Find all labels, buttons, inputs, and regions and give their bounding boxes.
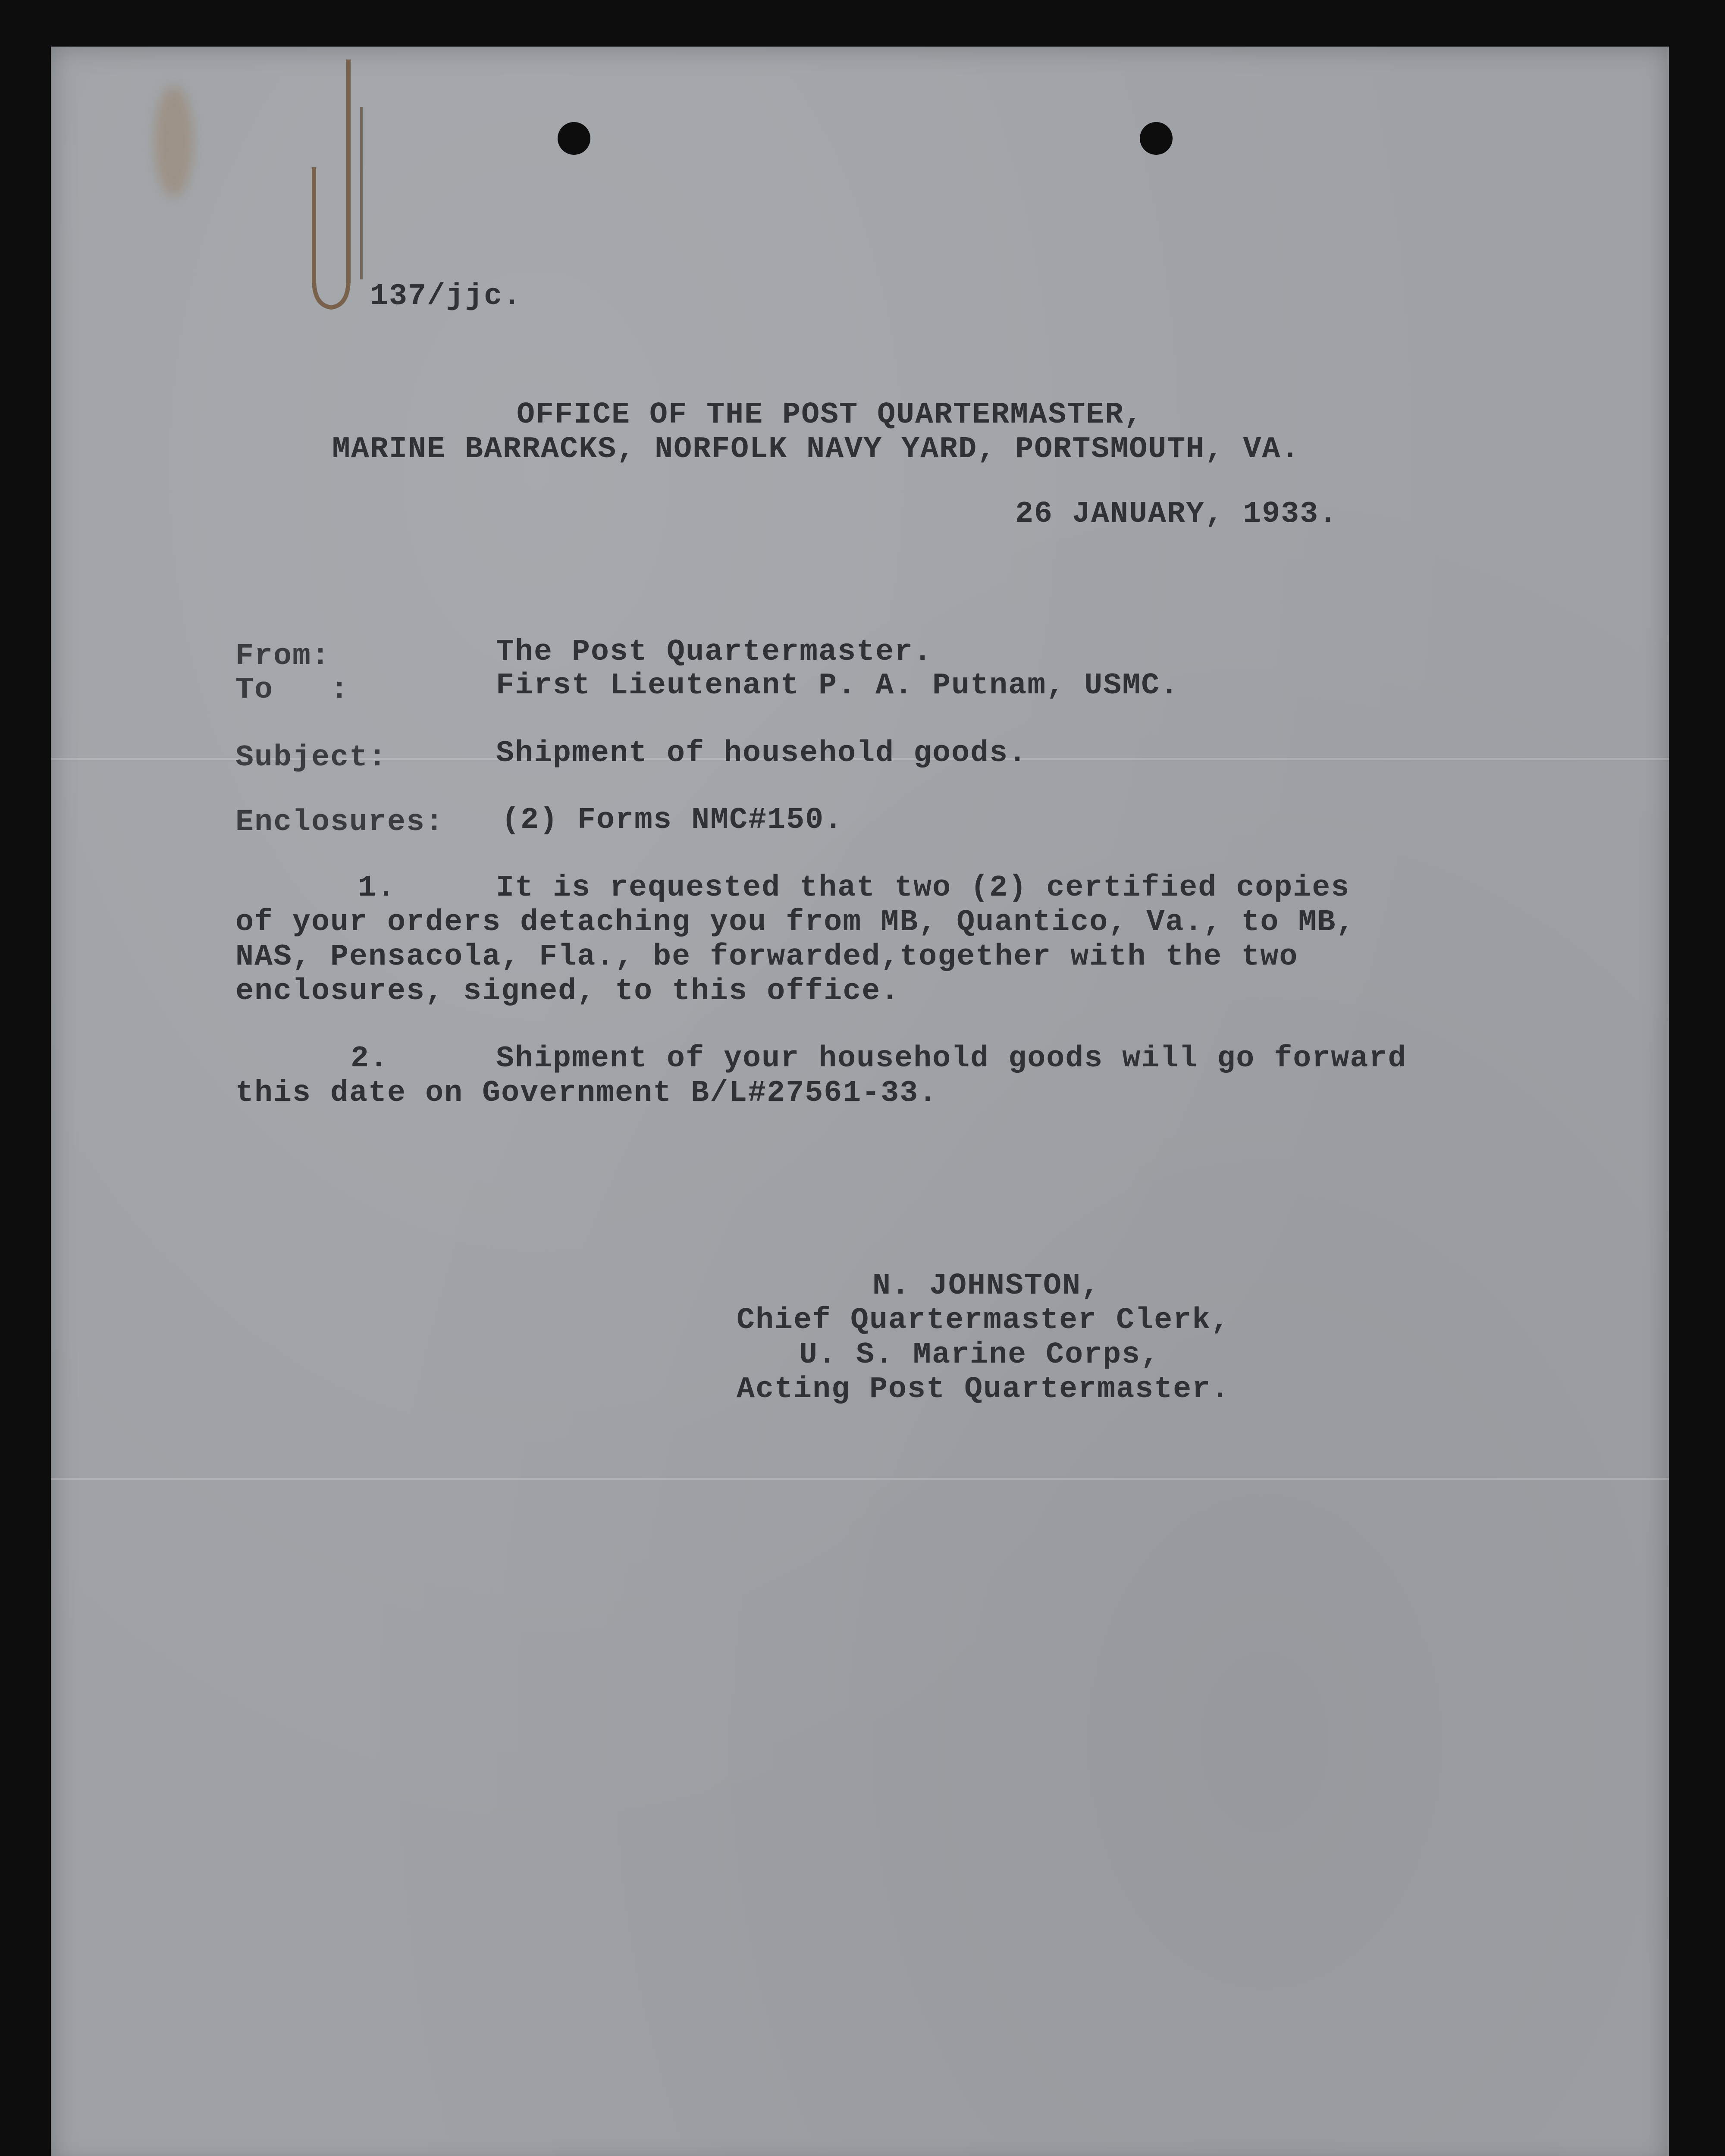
letter-page [51,47,1669,2156]
paragraph-number: 2. [351,1042,389,1076]
signature-title: Chief Quartermaster Clerk, [737,1304,1230,1338]
to-value: First Lieutenant P. A. Putnam, USMC. [496,669,1179,703]
enclosures-value: (2) Forms NMC#150. [502,803,844,837]
letter-date: 26 JANUARY, 1933. [1015,497,1338,531]
from-value: The Post Quartermaster. [496,635,933,669]
subject-label: Subject: [235,741,388,775]
paragraph-line: NAS, Pensacola, Fla., be forwarded,together with the two [235,940,1298,974]
to-label: To : [235,673,350,707]
paragraph-line: this date on Government B/L#27561-33. [235,1076,938,1110]
paragraph-line: Shipment of your household goods will go forward [496,1042,1407,1076]
enclosures-label: Enclosures: [235,805,445,840]
paragraph-line: of your orders detaching you from MB, Quantico, Va., to MB, [235,906,1355,940]
paragraph-number: 1. [358,871,396,905]
punch-hole [558,122,590,155]
paperclip-mark [297,55,374,314]
fold-line [51,1478,1669,1480]
from-label: From: [235,639,331,674]
letterhead-line-2: MARINE BARRACKS, NORFOLK NAVY YARD, PORTSMOUTH, VA. [332,432,1300,467]
punch-hole [1140,122,1173,155]
signature-name: N. JOHNSTON, [872,1269,1101,1303]
subject-value: Shipment of household goods. [496,736,1028,771]
reference-number: 137/jjc. [370,279,522,313]
paragraph-line: It is requested that two (2) certified copies [496,871,1350,905]
signature-organization: U. S. Marine Corps, [799,1338,1160,1372]
paragraph-line: enclosures, signed, to this office. [235,975,900,1009]
letterhead-line-1: OFFICE OF THE POST QUARTERMASTER, [517,398,1143,432]
rust-stain [154,85,193,197]
signature-role: Acting Post Quartermaster. [737,1373,1230,1407]
